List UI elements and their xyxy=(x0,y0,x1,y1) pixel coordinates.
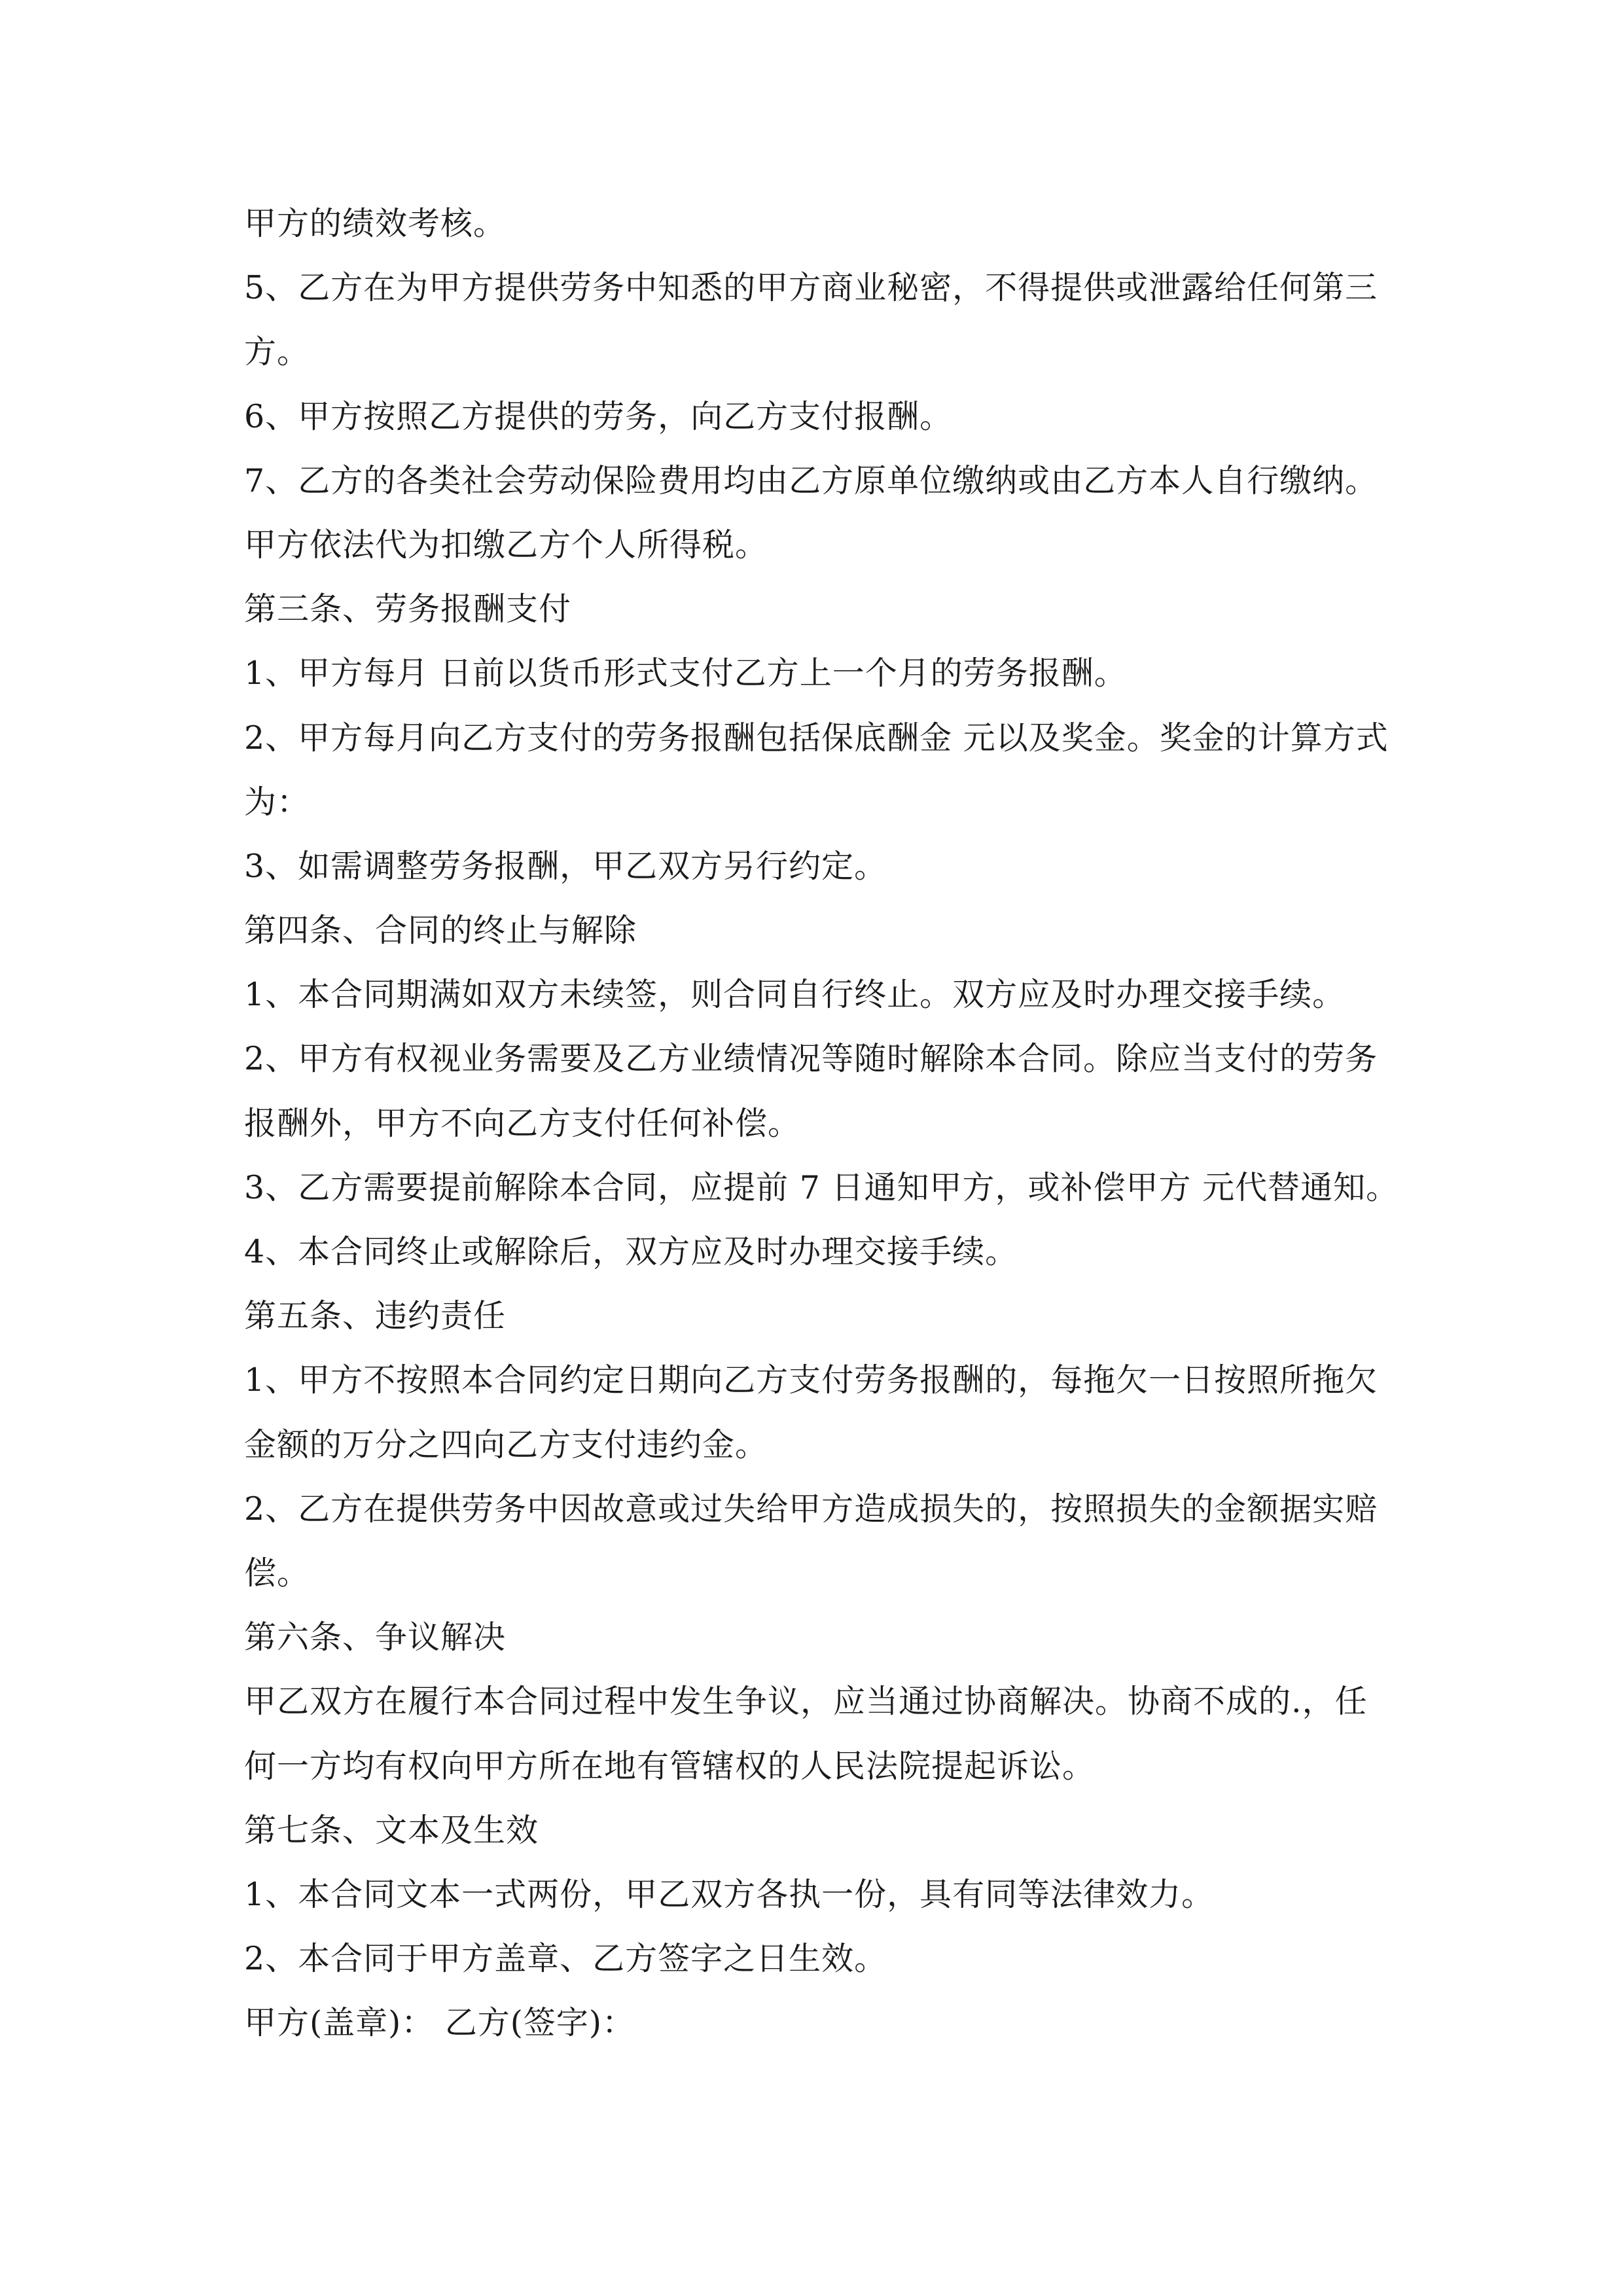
article-7-clause-2: 2、本合同于甲方盖章、乙方签字之日生效。 xyxy=(244,1940,887,1978)
contract-body xyxy=(244,192,1399,2055)
article-5-heading: 第五条、违约责任 xyxy=(244,1297,507,1335)
text-line: 方。 xyxy=(244,333,310,371)
article-4-clause-1: 1、本合同期满如双方未续签，则合同自行终止。双方应及时办理交接手续。 xyxy=(244,976,1346,1014)
text-line: 何一方均有权向甲方所在地有管辖权的人民法院提起诉讼。 xyxy=(244,1747,1096,1785)
article-3-clause-2: 2、甲方每月向乙方支付的劳务报酬包括保底酬金 元以及奖金。奖金的计算方式 xyxy=(244,719,1389,757)
text-line: 报酬外，甲方不向乙方支付任何补偿。 xyxy=(244,1104,801,1142)
clause-5: 5、乙方在为甲方提供劳务中知悉的甲方商业秘密，不得提供或泄露给任何第三 xyxy=(244,269,1378,307)
article-5-clause-1: 1、甲方不按照本合同约定日期向乙方支付劳务报酬的，每拖欠一日按照所拖欠 xyxy=(244,1361,1378,1399)
text-line: 金额的万分之四向乙方支付违约金。 xyxy=(244,1426,768,1463)
article-7-clause-1: 1、本合同文本一式两份，甲乙双方各执一份，具有同等法律效力。 xyxy=(244,1875,1215,1913)
article-4-clause-4: 4、本合同终止或解除后，双方应及时办理交接手续。 xyxy=(244,1233,1018,1270)
article-6-heading: 第六条、争议解决 xyxy=(244,1619,507,1657)
text-line: 偿。 xyxy=(244,1554,310,1592)
article-4-clause-2: 2、甲方有权视业务需要及乙方业绩情况等随时解除本合同。除应当支付的劳务 xyxy=(244,1040,1378,1078)
article-4-clause-3: 3、乙方需要提前解除本合同，应提前 7 日通知甲方，或补偿甲方 元代替通知。 xyxy=(244,1168,1399,1206)
article-7-heading: 第七条、文本及生效 xyxy=(244,1811,539,1849)
text-line: 甲方的绩效考核。 xyxy=(244,205,507,242)
article-3-clause-1: 1、甲方每月 日前以货币形式支付乙方上一个月的劳务报酬。 xyxy=(244,655,1127,692)
text-line: 甲方依法代为扣缴乙方个人所得税。 xyxy=(244,526,768,564)
article-4-heading: 第四条、合同的终止与解除 xyxy=(244,912,637,950)
clause-6: 6、甲方按照乙方提供的劳务，向乙方支付报酬。 xyxy=(244,397,953,435)
text-line: 为： xyxy=(244,783,310,821)
article-5-clause-2: 2、乙方在提供劳务中因故意或过失给甲方造成损失的，按照损失的金额据实赔 xyxy=(244,1490,1378,1528)
signature-line: 甲方(盖章)： 乙方(签字)： xyxy=(244,2004,635,2042)
article-6-text: 甲乙双方在履行本合同过程中发生争议，应当通过协商解决。协商不成的.，任 xyxy=(244,1683,1368,1721)
article-3-clause-3: 3、如需调整劳务报酬，甲乙双方另行约定。 xyxy=(244,847,887,885)
article-3-heading: 第三条、劳务报酬支付 xyxy=(244,590,572,628)
clause-7: 7、乙方的各类社会劳动保险费用均由乙方原单位缴纳或由乙方本人自行缴纳。 xyxy=(244,461,1378,499)
